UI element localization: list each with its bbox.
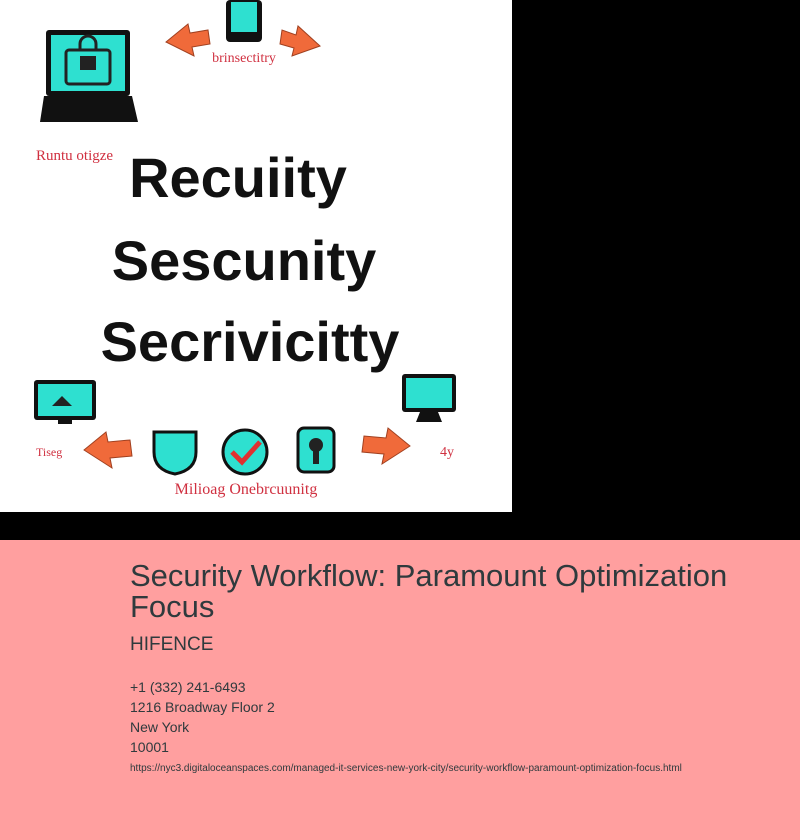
page-url-link[interactable]: https://nyc3.digitaloceanspaces.com/managed-it-services-new-york-city/security-workflow-paramount-optimization-focus.html — [130, 763, 682, 774]
label-left: Runtu otigze — [36, 148, 114, 164]
arrow-left-icon — [166, 24, 210, 56]
headline-2: Sescunity — [111, 229, 377, 292]
page-title: Security Workflow: Paramount Optimization Focus — [130, 558, 728, 624]
contact-block — [130, 677, 770, 757]
headline-3: Secrivicitty — [100, 310, 400, 373]
label-bottom: Milioag Onebrcuunitg — [174, 481, 318, 498]
lock-icon — [298, 428, 334, 472]
zip-code: 10001 — [130, 739, 169, 755]
phone-number: +1 (332) 241-6493 — [130, 679, 246, 695]
phone-icon — [226, 0, 262, 42]
city: New York — [130, 719, 190, 735]
security-illustration — [0, 0, 512, 512]
headline-1: Recuiity — [129, 146, 347, 209]
monitor-left-icon — [34, 380, 96, 424]
label-top: brinsectitry — [212, 51, 276, 66]
arrow-left-bottom-icon — [84, 432, 132, 468]
shield-icon — [154, 432, 196, 474]
label-bottom-left: Tiseg — [36, 445, 63, 459]
info-panel — [0, 540, 800, 840]
laptop-lock-icon — [40, 30, 138, 122]
arrow-right-bottom-icon — [362, 428, 410, 464]
address-line: 1216 Broadway Floor 2 — [130, 699, 275, 715]
check-badge-icon — [223, 430, 267, 474]
illustration-svg — [0, 0, 512, 512]
arrow-right-icon — [280, 26, 320, 56]
label-bottom-right: 4y — [440, 445, 454, 460]
company-name: HIFENCE — [130, 634, 214, 655]
monitor-right-icon — [402, 374, 456, 422]
info-content — [130, 560, 770, 776]
